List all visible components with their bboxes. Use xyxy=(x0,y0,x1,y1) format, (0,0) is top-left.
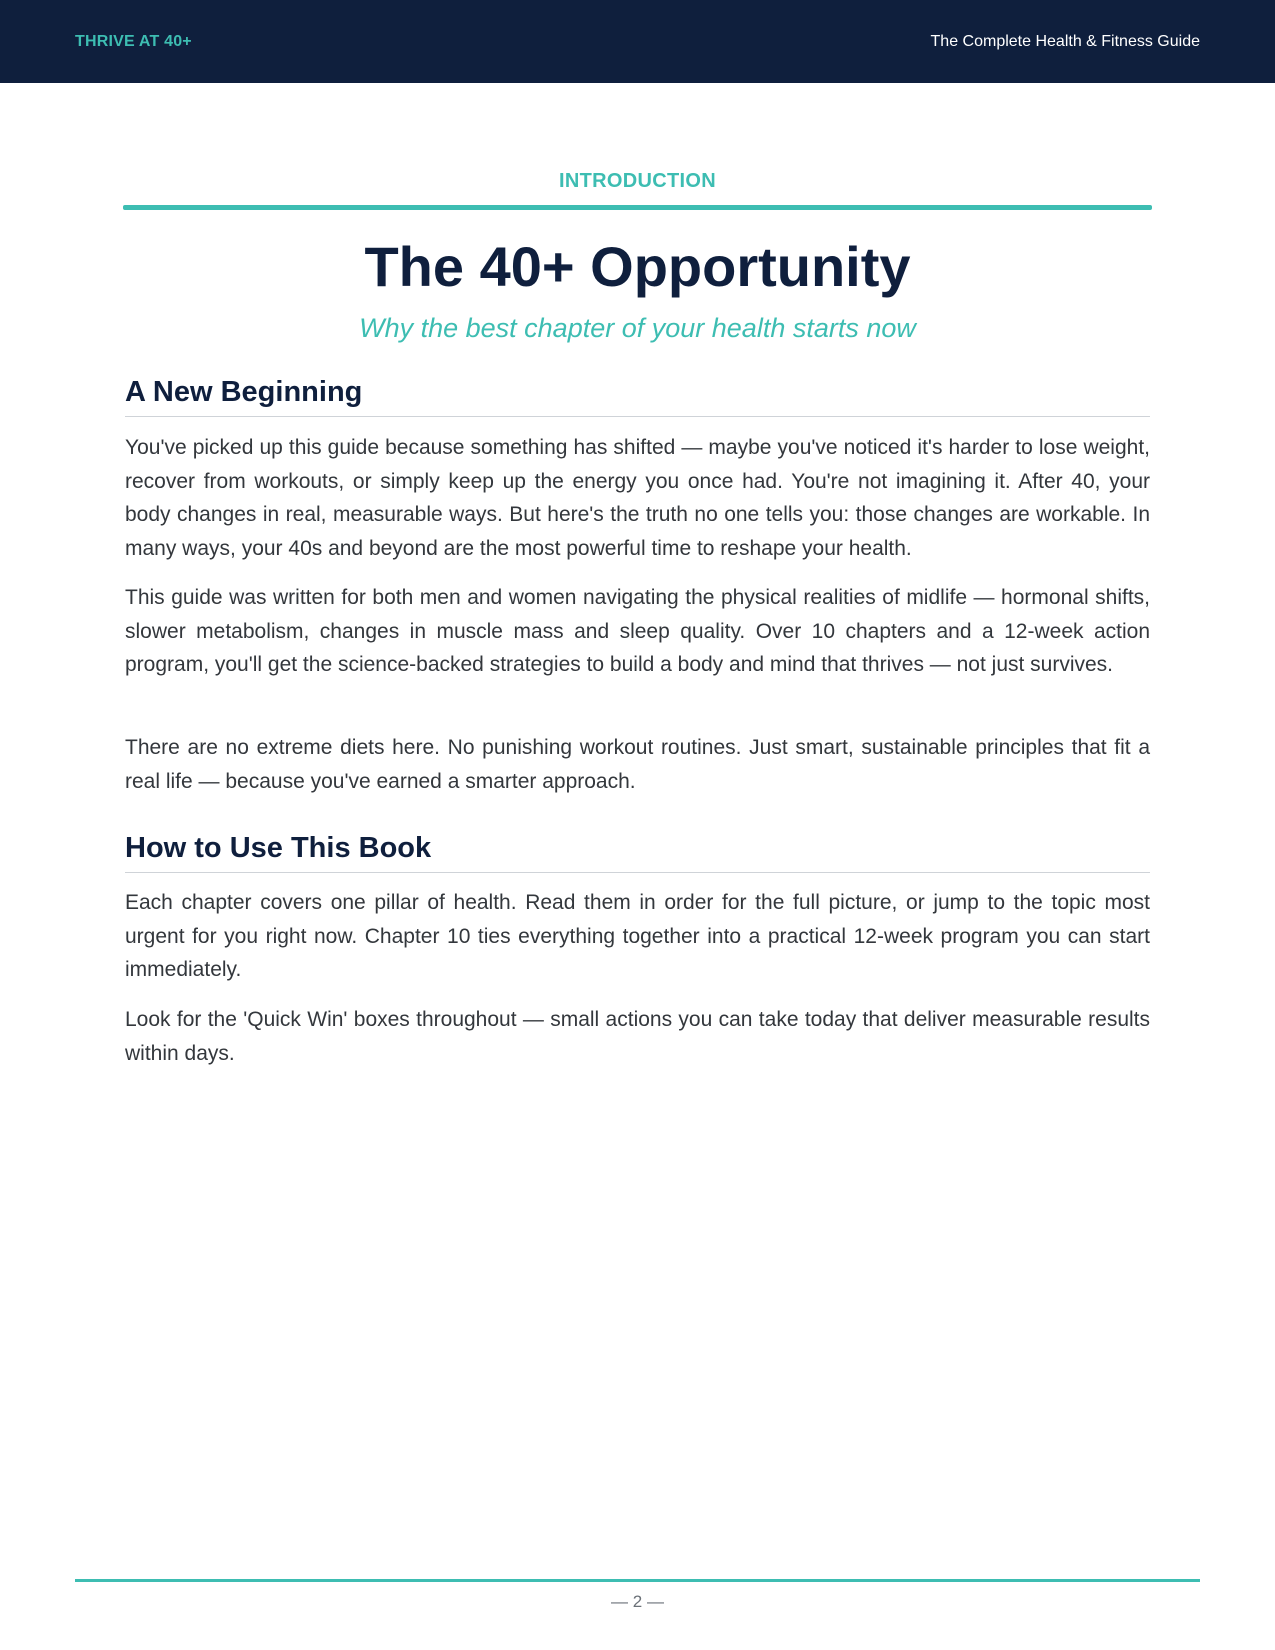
chapter-eyebrow: INTRODUCTION xyxy=(559,170,716,192)
body-paragraph: This guide was written for both men and women navigating the physical realities of midlife — hormonal shifts, slower metabolism, changes in muscle mass and sleep quality. Over 10 chapters and a 12-week action program, you'll get the science-backed strategies to build a body and mind that thrives — not just survives. xyxy=(125,586,1150,676)
section-heading-new-beginning: A New Beginning xyxy=(125,374,1150,417)
body-paragraph: There are no extreme diets here. No punishing workout routines. Just smart, sustainable principles that fit a real life — because you've earned a smarter approach. xyxy=(125,736,1150,793)
eyebrow-divider xyxy=(123,205,1152,210)
header-bar xyxy=(0,0,1275,83)
brand-name: THRIVE AT 40+ xyxy=(75,33,192,50)
page-subtitle: Why the best chapter of your health starts now xyxy=(359,313,916,343)
body-paragraph: You've picked up this guide because something has shifted — maybe you've noticed it's harder to lose weight, recover from workouts, or simply keep up the energy you once had. You're not imagining it. After 40, your body changes in real, measurable ways. But here's the truth no one tells you: those changes are workable. In many ways, your 40s and beyond are the most powerful time to reshape your health. xyxy=(125,436,1150,560)
page-title: The 40+ Opportunity xyxy=(364,235,911,298)
section-heading-how-to-use: How to Use This Book xyxy=(125,830,1150,873)
body-paragraph: Look for the 'Quick Win' boxes throughout — small actions you can take today that deliver measurable results within days. xyxy=(125,1008,1150,1065)
body-paragraph: Each chapter covers one pillar of health. Read them in order for the full picture, or jump to the topic most urgent for you right now. Chapter 10 ties everything together into a practical 12-week program you can start immediately. xyxy=(125,891,1150,981)
page-number: — 2 — xyxy=(611,1592,664,1611)
guide-title: The Complete Health & Fitness Guide xyxy=(930,33,1200,50)
footer-divider xyxy=(75,1579,1200,1582)
